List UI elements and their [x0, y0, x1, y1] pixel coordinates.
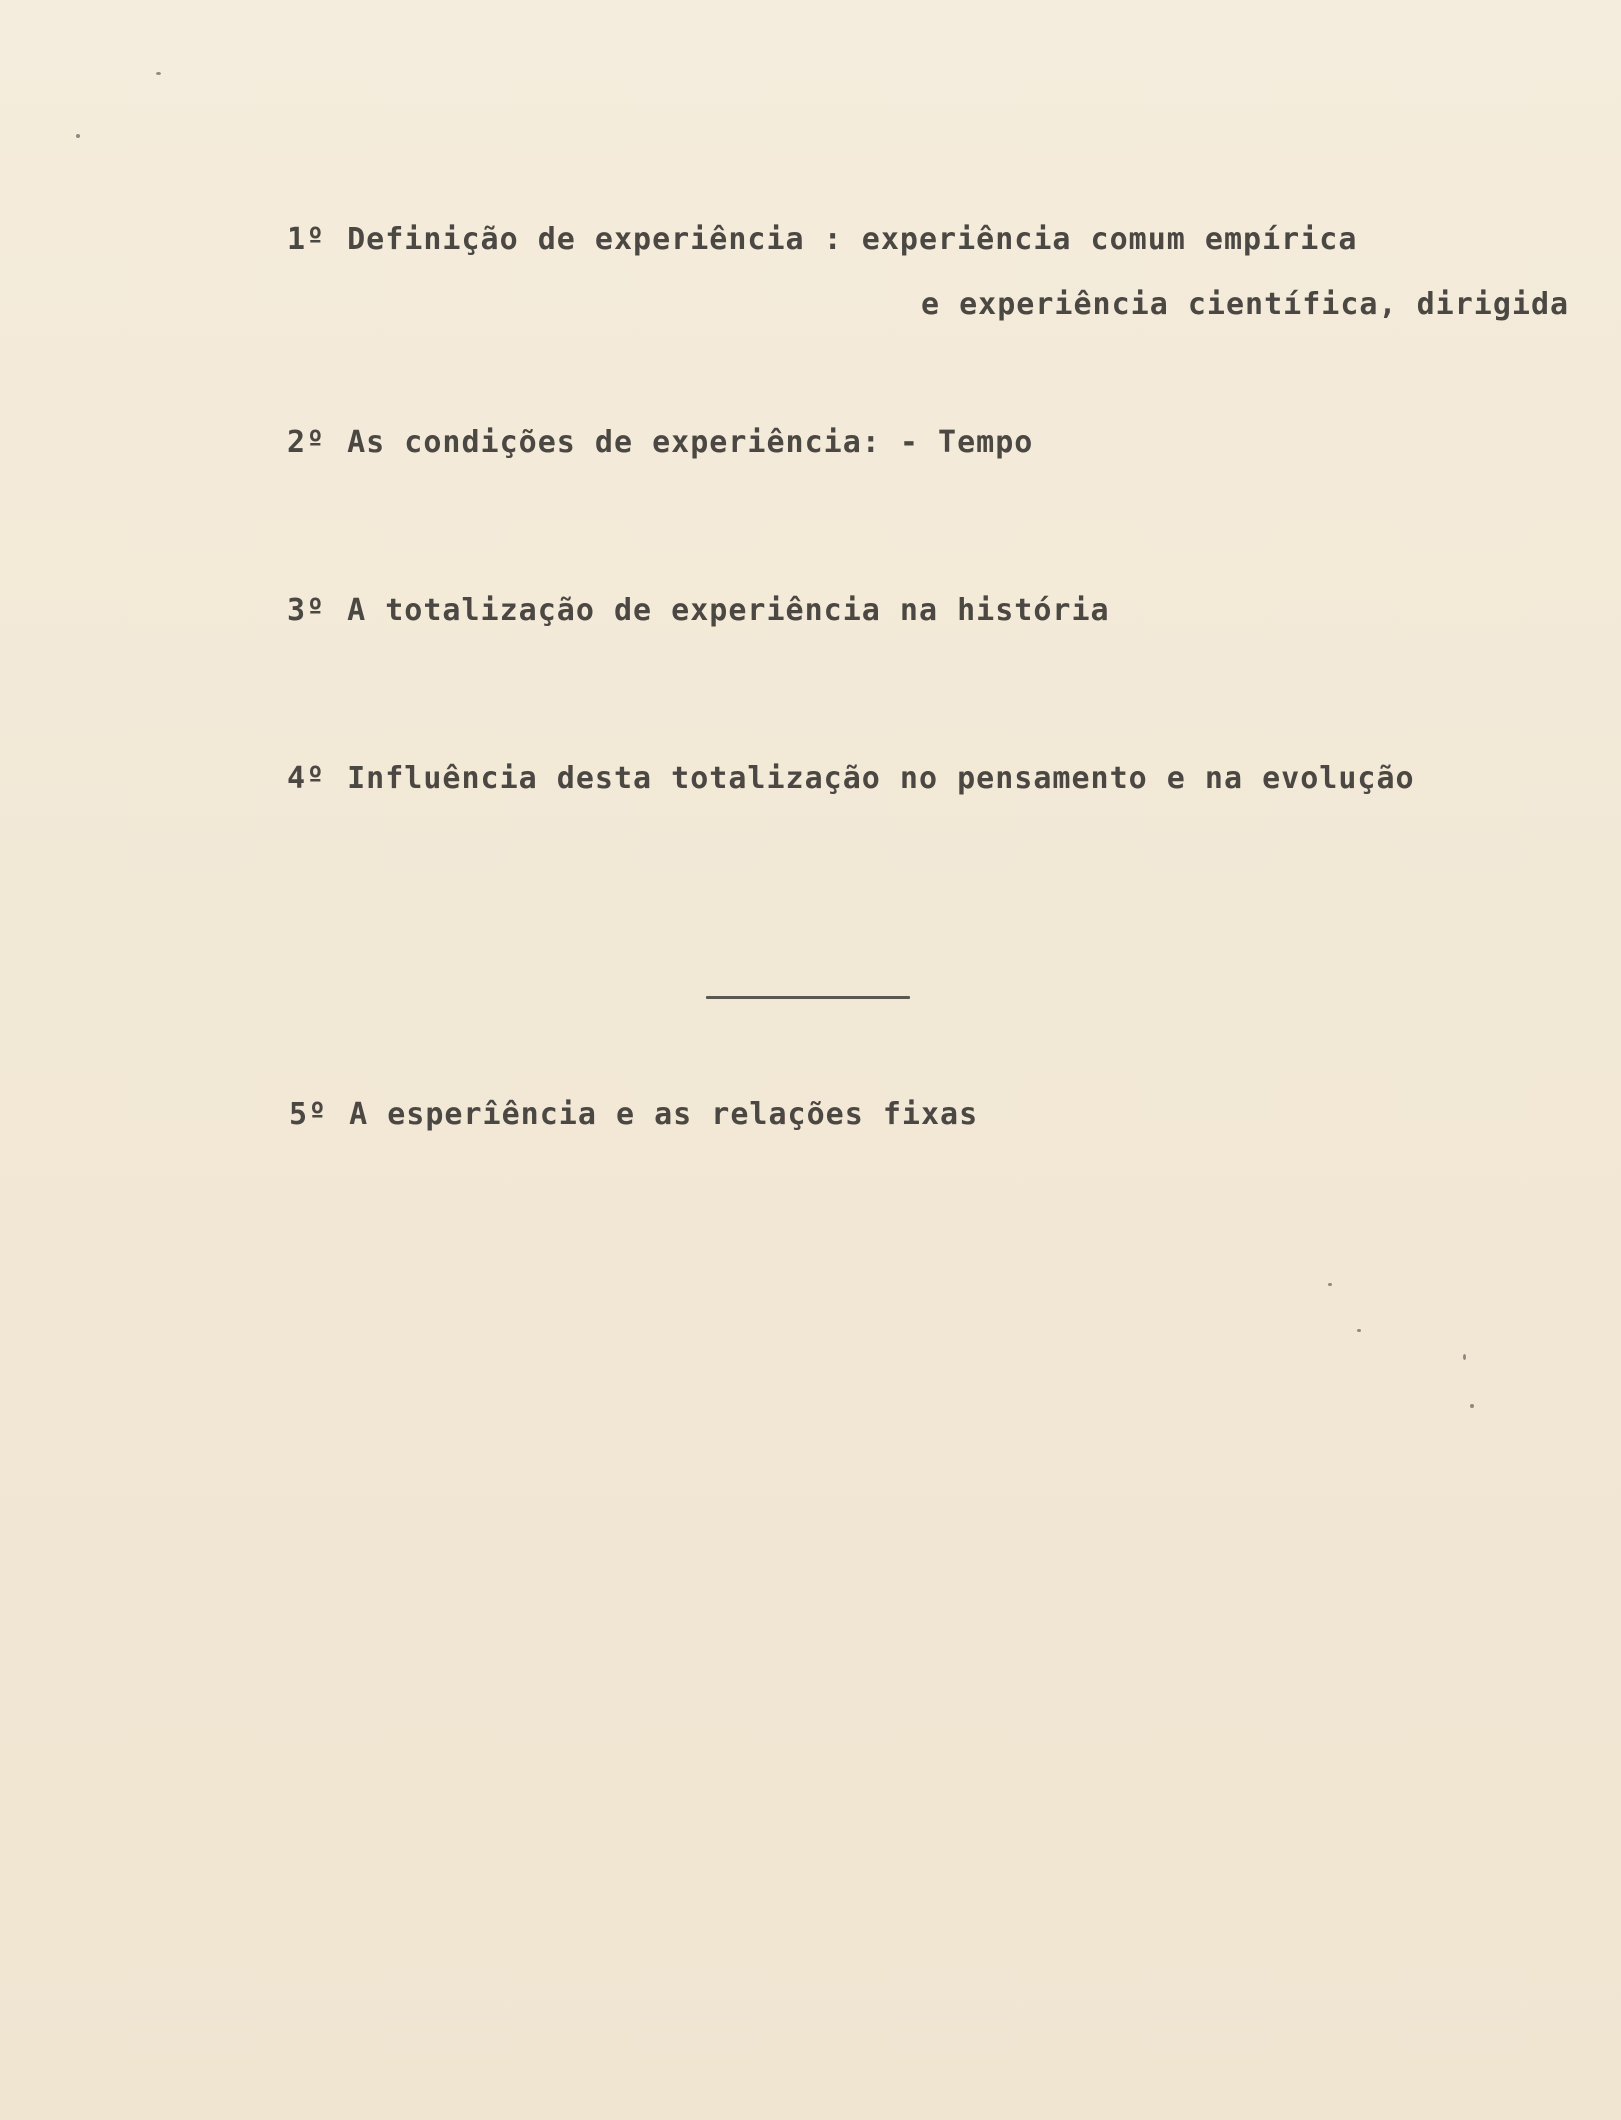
item-1-line-2: [921, 287, 1569, 322]
item-2-number: 2º: [287, 425, 326, 460]
item-4-line: [287, 761, 1415, 796]
paper-speck: [1463, 1354, 1466, 1360]
paper-speck: [1470, 1404, 1474, 1408]
paper-speck: [1328, 1283, 1332, 1286]
item-4-text: Influência desta totalização no pensamento e na evolução: [347, 761, 1415, 796]
item-5-number: 5º: [289, 1097, 328, 1132]
item-1-line-1: [287, 222, 1357, 257]
item-4-number: 4º: [287, 761, 326, 796]
item-1-text-1: Definição de experiência : experiência comum empírica: [347, 222, 1358, 257]
item-2-text: As condições de experiência: - Tempo: [347, 425, 1034, 460]
item-2-line: [287, 425, 1033, 460]
paper-speck: [156, 72, 161, 75]
paper-speck: [1357, 1329, 1361, 1332]
item-3-text: A totalização de experiência na história: [347, 593, 1110, 628]
item-5-text: A esperîência e as relações fixas: [349, 1097, 979, 1132]
item-3-number: 3º: [287, 593, 326, 628]
item-5-line: [289, 1097, 978, 1132]
separator-rule: [706, 996, 910, 999]
item-1-number: 1º: [287, 222, 326, 257]
item-1-text-2: e experiência científica, dirigida: [921, 287, 1570, 322]
paper-speck: [76, 134, 80, 138]
item-3-line: [287, 593, 1110, 628]
